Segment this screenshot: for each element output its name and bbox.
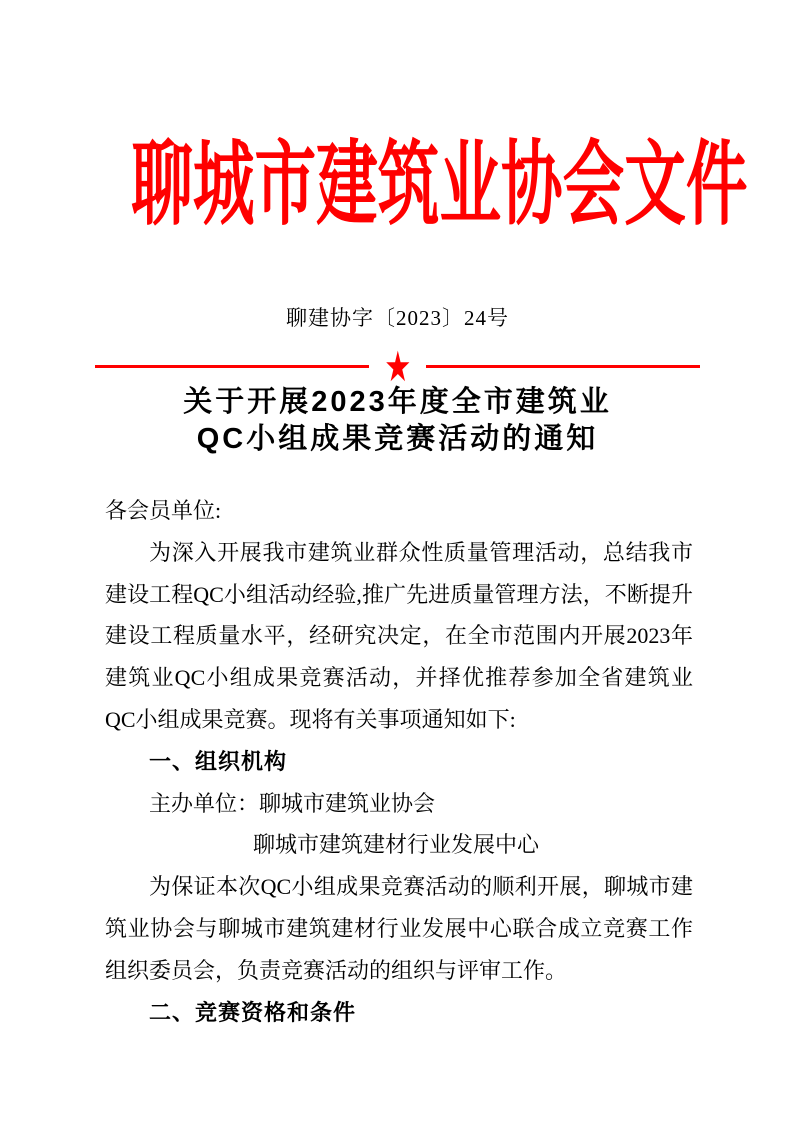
red-header-title: 聊城市建筑业协会文件 — [131, 134, 748, 236]
divider-line-left — [95, 365, 369, 368]
body-paragraph: 为保证本次QC小组成果竞赛活动的顺利开展，聊城市建筑业协会与聊城市建筑建材行业发展中心联合成立竞赛工作组织委员会，负责竞赛活动的组织与评审工作。 — [105, 874, 693, 983]
document-number: 聊建协字〔2023〕24号 — [286, 306, 509, 330]
salutation: 各会员单位: — [105, 498, 222, 523]
organizer-line: 聊城市建筑建材行业发展中心 — [253, 832, 540, 858]
star-icon: ★ — [383, 345, 412, 391]
organizer-line: 主办单位：聊城市建筑业协会 — [149, 790, 436, 816]
section-heading: 一、组织机构 — [149, 748, 288, 774]
section-heading: 二、竞赛资格和条件 — [149, 999, 357, 1025]
divider-line-right — [426, 365, 700, 368]
document-title — [0, 384, 795, 458]
document-title-line2: QC小组成果竞赛活动的通知 — [196, 423, 599, 455]
document-body — [105, 490, 693, 1033]
body-paragraph: 为深入开展我市建筑业群众性质量管理活动，总结我市建设工程QC小组活动经验,推广先进质量管理方法，不断提升建设工程质量水平，经研究决定，在全市范围内开展2023年建筑业QC小组成果竞赛活动，并择优推荐参加全省建筑业QC小组成果竞赛。现将有关事项通知如下: — [105, 539, 693, 732]
red-divider — [95, 345, 700, 391]
document-title-line1: 关于开展2023年度全市建筑业 — [183, 386, 612, 418]
